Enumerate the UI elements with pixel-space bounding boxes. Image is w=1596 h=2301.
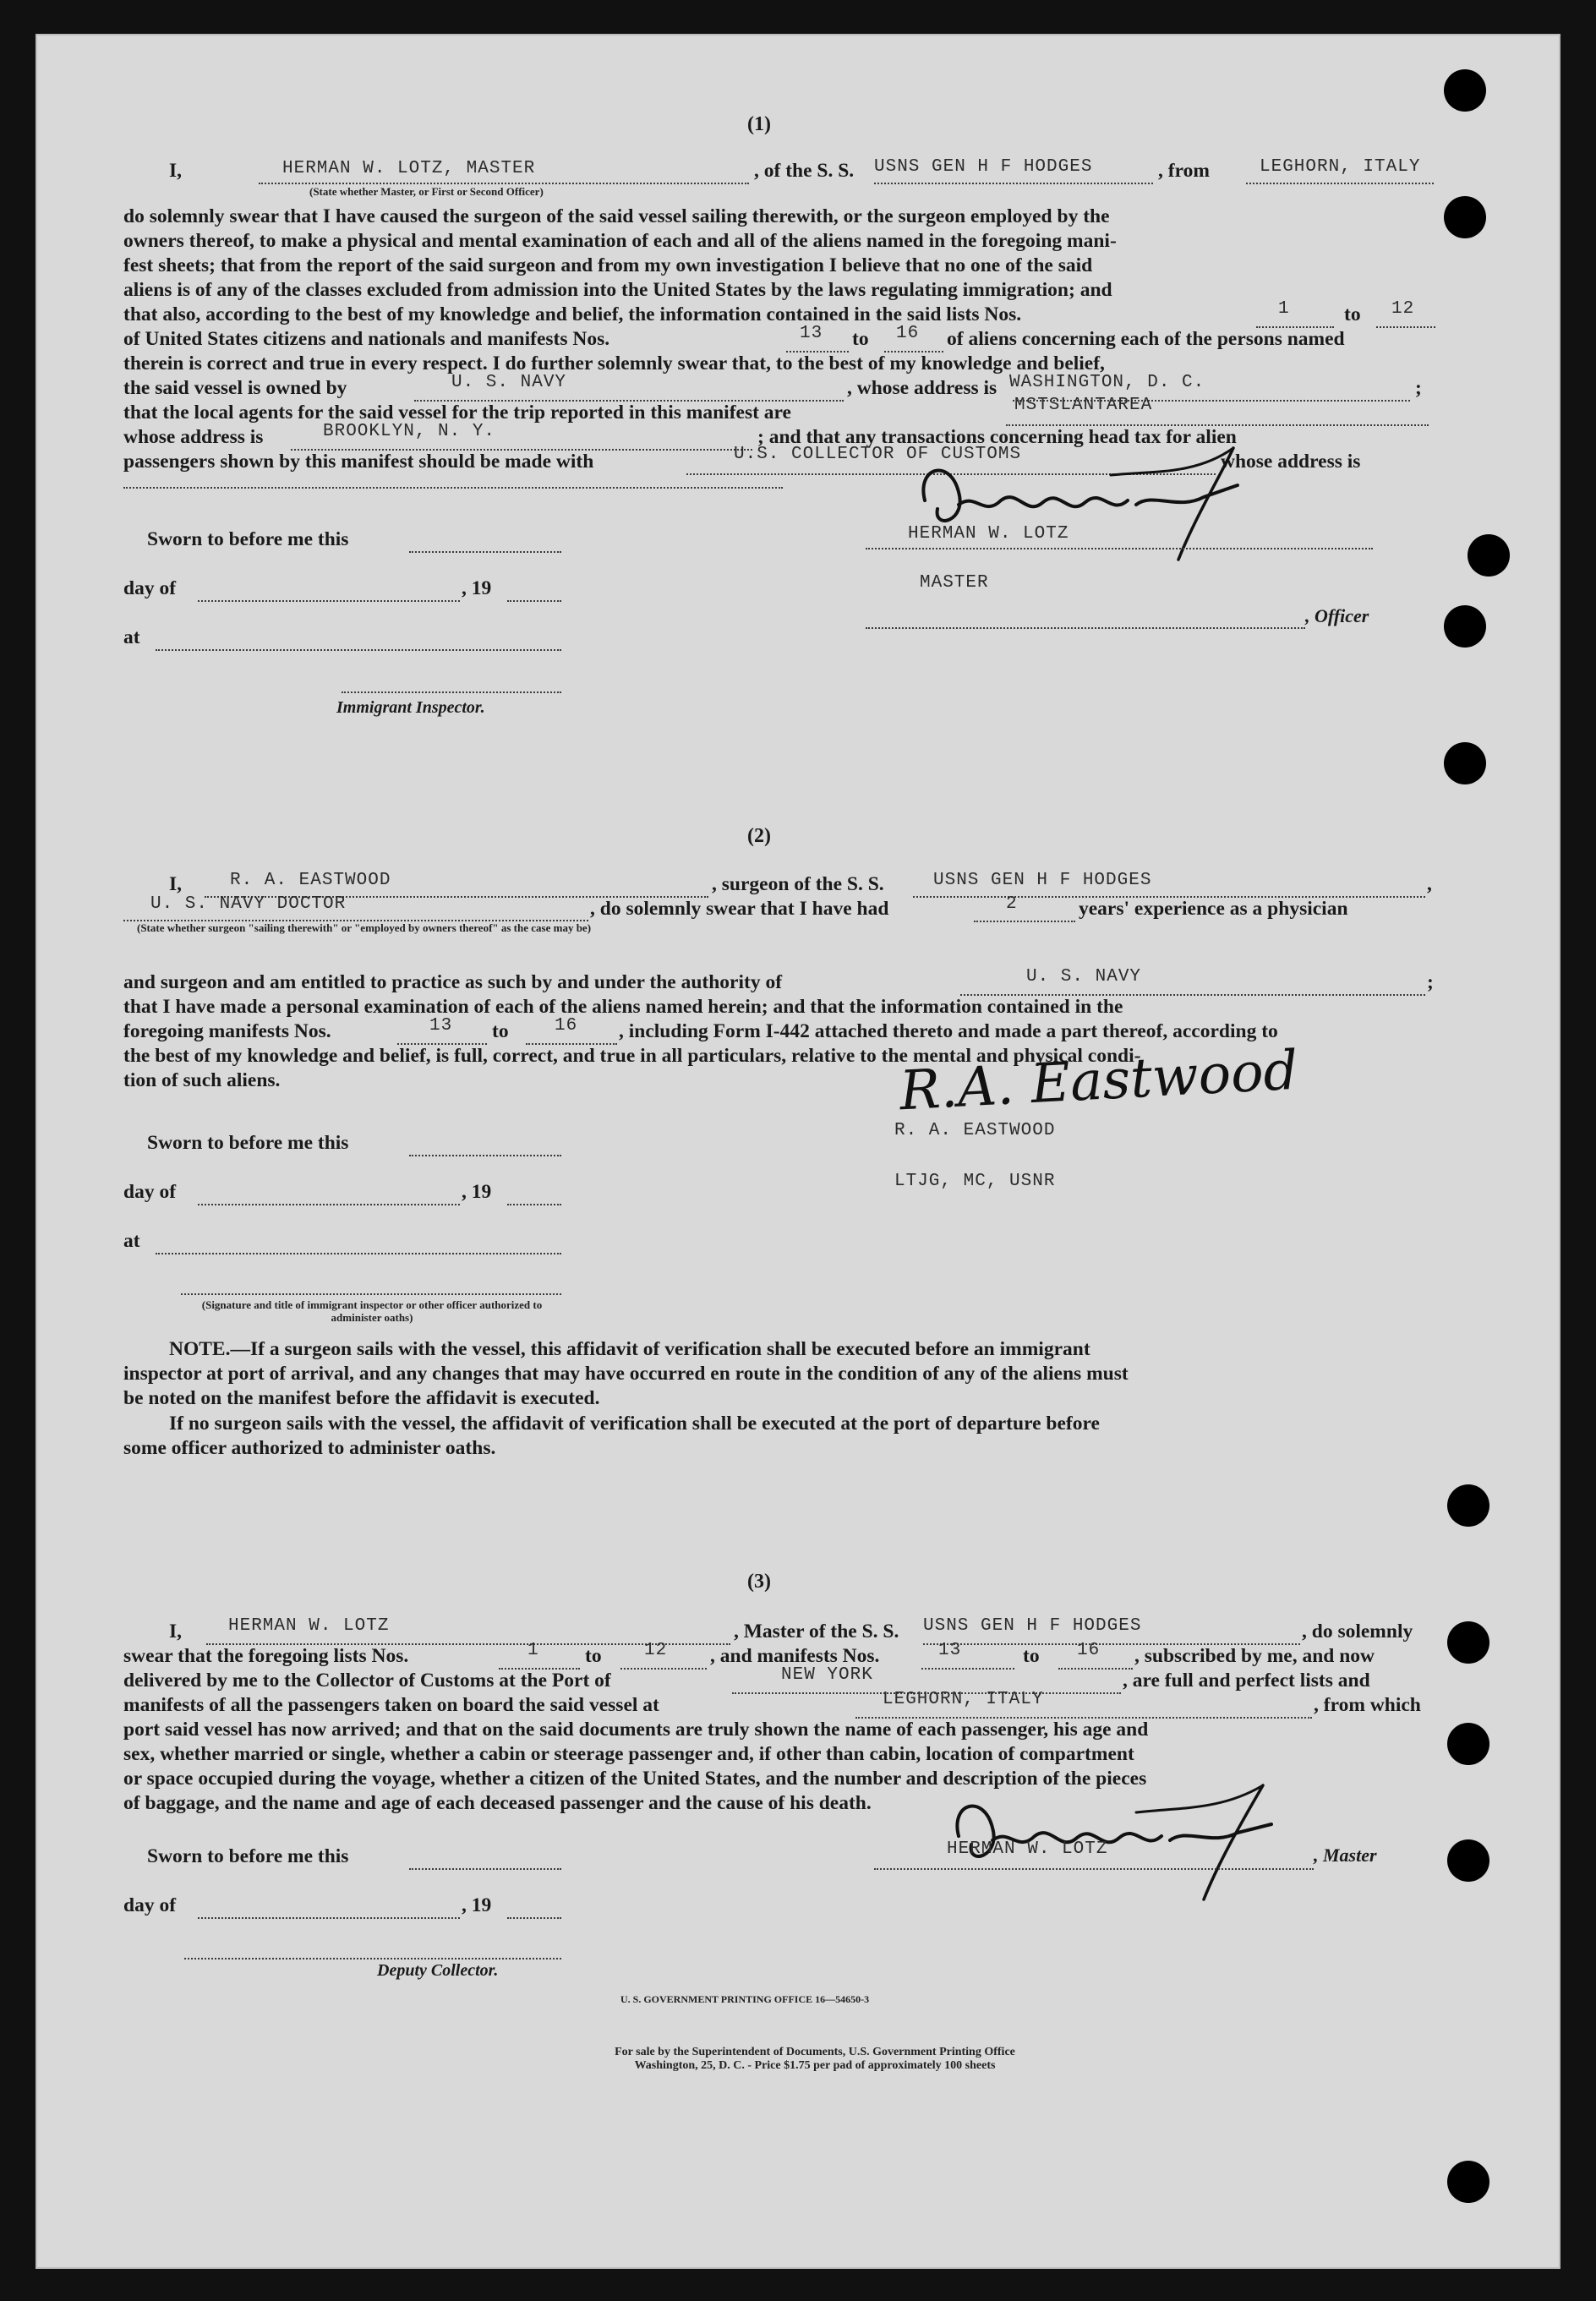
s2-state-note: (State whether surgeon "sailing therewith" or "employed by owners thereof" as the case may be) <box>137 921 592 934</box>
s2-line5a: foregoing manifests Nos. <box>123 1020 331 1042</box>
surgeon-name-field: R. A. EASTWOOD <box>230 871 391 890</box>
s2-sworn: Sworn to before me this <box>147 1132 349 1154</box>
s2-line4: that I have made a personal examination of each of the aliens named herein; and that the information contained in the <box>123 996 1123 1018</box>
man-from-field: 13 <box>800 324 823 343</box>
s3-master-label: , Master <box>1314 1845 1377 1866</box>
s2-to: to <box>492 1020 509 1042</box>
s1-nineteen: , 19 <box>462 577 492 599</box>
s1-at: at <box>123 626 140 648</box>
s1-title-line <box>866 605 1305 629</box>
s3-line1c: , do solemnly <box>1302 1621 1413 1642</box>
s2-year-line <box>507 1182 561 1205</box>
punch-hole-4 <box>1444 605 1486 648</box>
punch-hole-8 <box>1447 1723 1489 1765</box>
sale-line-2: Washington, 25, D. C. - Price $1.75 per pad of approximately 100 sheets <box>634 2059 996 2072</box>
s2-signer-typed: R. A. EASTWOOD <box>894 1121 1056 1140</box>
s2-line5b: , including Form I-442 attached thereto and made a part thereof, according to <box>619 1020 1278 1042</box>
s3-man-from-line <box>921 1646 1014 1670</box>
s1-inspector: Immigrant Inspector. <box>336 698 485 717</box>
s1-para-8b: , whose address is <box>847 377 998 399</box>
s3-i: I, <box>169 1621 183 1642</box>
s2-line2a: , do solemnly swear that I have had <box>590 898 889 920</box>
s2-surgeon-of: , surgeon of the S. S. <box>712 873 884 895</box>
s1-para-7: therein is correct and true in every respect. I do further solemnly swear that, to the best of my knowledge and belief, <box>123 353 1105 374</box>
s3-man-from-field: 13 <box>938 1641 962 1660</box>
owner-field: U. S. NAVY <box>451 373 567 392</box>
punch-hole-5 <box>1444 742 1486 784</box>
section-3-number: (3) <box>747 1571 771 1593</box>
s2-man-to-field: 16 <box>555 1016 578 1036</box>
s3-deputy: Deputy Collector. <box>377 1961 499 1980</box>
punch-hole-2 <box>1444 196 1486 238</box>
collector-field: U.S. COLLECTOR OF CUSTOMS <box>734 445 1022 464</box>
s3-sworn-line <box>409 1846 561 1870</box>
s2-comma: , <box>1427 873 1432 895</box>
s2-line3a: and surgeon and am entitled to practice as such by and under the authority of <box>123 971 783 993</box>
list-from-line <box>1256 304 1334 328</box>
s1-from: , from <box>1158 160 1210 182</box>
s1-sworn: Sworn to before me this <box>147 528 349 550</box>
s2-note-4: If no surgeon sails with the vessel, the affidavit of verification shall be executed at the port of departure before <box>169 1413 1100 1435</box>
surgeon-signature: R.A. Eastwood <box>898 1039 1300 1123</box>
section-2-number: (2) <box>747 825 771 847</box>
punch-hole-7 <box>1447 1621 1489 1664</box>
s1-para-5: that also, according to the best of my knowledge and belief, the information contained in the said lists Nos. <box>123 303 1022 325</box>
s1-para-11b: whose address is <box>1221 451 1361 473</box>
list-from-field: 1 <box>1278 299 1290 319</box>
s3-list-from-field: 1 <box>527 1641 539 1660</box>
s1-to-1: to <box>1344 303 1361 325</box>
s1-year-line <box>507 578 561 602</box>
s3-to-2: to <box>1023 1645 1040 1667</box>
years-field: 2 <box>1006 894 1018 914</box>
s2-at: at <box>123 1230 140 1252</box>
s1-at-line <box>156 627 561 651</box>
punch-hole-6 <box>1447 1484 1489 1527</box>
s1-day-of: day of <box>123 577 177 599</box>
s1-i: I, <box>169 160 183 182</box>
s3-day-of: day of <box>123 1894 177 1916</box>
s2-line2b: years' experience as a physician <box>1079 898 1348 920</box>
punch-hole-9 <box>1447 1839 1489 1882</box>
s1-officer: , Officer <box>1305 605 1369 626</box>
s1-para-1: do solemnly swear that I have caused the surgeon of the said vessel sailing therewith, or the surgeon employed by the <box>123 205 1110 227</box>
s1-para-10a: whose address is <box>123 426 264 448</box>
punch-hole-10 <box>1447 2161 1489 2203</box>
punch-hole-1 <box>1444 69 1486 112</box>
s1-inspector-line <box>342 670 561 693</box>
s3-line2b: , and manifests Nos. <box>710 1645 880 1667</box>
s3-line8: of baggage, and the name and age of each deceased passenger and the cause of his death. <box>123 1792 872 1814</box>
s2-rank: LTJG, MC, USNR <box>894 1172 1056 1191</box>
s2-line6: the best of my knowledge and belief, is full, correct, and true in all particulars, relative to the mental and physical condi- <box>123 1045 1141 1067</box>
s1-para-10b: ; and that any transactions concerning head tax for alien <box>757 426 1237 448</box>
s1-para-4: aliens is of any of the classes excluded from admission into the United States by the laws regulating immigration; and <box>123 279 1112 301</box>
s2-nineteen: , 19 <box>462 1181 492 1203</box>
s2-vessel-field: USNS GEN H F HODGES <box>933 871 1152 890</box>
s1-para-3: fest sheets; that from the report of the said surgeon and from my own investigation I believe that no one of the said <box>123 254 1093 276</box>
s2-sig-label: (Signature and title of immigrant inspector or other officer authorized to administer oaths) <box>201 1298 543 1324</box>
s3-line3a: delivered by me to the Collector of Customs at the Port of <box>123 1670 611 1692</box>
s3-line2c: , subscribed by me, and now <box>1134 1645 1375 1667</box>
s2-note-5: some officer authorized to administer oaths. <box>123 1437 496 1459</box>
authority-field: U. S. NAVY <box>1026 967 1142 987</box>
s2-note-3: be noted on the manifest before the affidavit is executed. <box>123 1387 600 1409</box>
vessel-field: USNS GEN H F HODGES <box>874 157 1093 177</box>
employ-field: U. S. NAVY DOCTOR <box>150 894 347 914</box>
s3-line4b: , from which <box>1314 1694 1421 1716</box>
s1-signer-typed: HERMAN W. LOTZ <box>908 524 1069 544</box>
s3-signer-typed: HERMAN W. LOTZ <box>947 1839 1108 1859</box>
master-name-field: HERMAN W. LOTZ, MASTER <box>282 159 536 178</box>
s3-vessel-field: USNS GEN H F HODGES <box>923 1616 1142 1636</box>
s3-line4a: manifests of all the passengers taken on board the said vessel at <box>123 1694 659 1716</box>
s3-year-line <box>507 1895 561 1919</box>
owner-address-field: WASHINGTON, D. C. <box>1009 373 1205 392</box>
s2-i: I, <box>169 873 183 895</box>
s3-line3b: , are full and perfect lists and <box>1123 1670 1370 1692</box>
collector-address-line <box>123 475 783 489</box>
s1-day-line <box>198 578 460 602</box>
s3-line1b: , Master of the S. S. <box>734 1621 899 1642</box>
s3-sworn: Sworn to before me this <box>147 1845 349 1867</box>
s3-embark-field: LEGHORN, ITALY <box>883 1690 1044 1709</box>
s3-master-field: HERMAN W. LOTZ <box>228 1616 390 1636</box>
s2-day-line <box>198 1182 460 1205</box>
s3-list-to-field: 12 <box>644 1641 668 1660</box>
s3-deputy-line <box>184 1936 561 1959</box>
s3-nineteen: , 19 <box>462 1894 492 1916</box>
s1-sworn-line <box>409 529 561 553</box>
s2-sworn-line <box>409 1133 561 1156</box>
s3-line7: or space occupied during the voyage, whether a citizen of the United States, and the number and description of the pieces <box>123 1768 1147 1790</box>
s3-day-line <box>198 1895 460 1919</box>
s2-day-of: day of <box>123 1181 177 1203</box>
s3-line2a: swear that the foregoing lists Nos. <box>123 1645 409 1667</box>
s1-title-typed: MASTER <box>920 573 989 593</box>
s1-semicolon: ; <box>1415 377 1422 399</box>
punch-hole-3 <box>1468 534 1510 577</box>
s3-line6: sex, whether married or single, whether a cabin or steerage passenger and, if other than cabin, location of compartment <box>123 1743 1134 1765</box>
gpo-code: U. S. GOVERNMENT PRINTING OFFICE 16—54650-3 <box>620 1993 870 2005</box>
s2-man-from-field: 13 <box>429 1016 453 1036</box>
s2-line7: tion of such aliens. <box>123 1069 281 1091</box>
s1-para-6a: of United States citizens and nationals and manifests Nos. <box>123 328 610 350</box>
agent-address-field: BROOKLYN, N. Y. <box>323 422 496 441</box>
s3-list-from-line <box>499 1646 580 1670</box>
man-to-field: 16 <box>896 324 920 343</box>
s1-para-8a: the said vessel is owned by <box>123 377 347 399</box>
s2-note-1: NOTE.—If a surgeon sails with the vessel, this affidavit of verification shall be executed before an immigrant <box>169 1338 1090 1360</box>
s3-line5: port said vessel has now arrived; and that on the said documents are truly shown the name of each passenger, his age and <box>123 1719 1149 1741</box>
s2-semicolon: ; <box>1427 971 1434 993</box>
s1-state-note: (State whether Master, or First or Second Officer) <box>309 185 544 198</box>
s3-to-1: to <box>585 1645 602 1667</box>
s2-note-2: inspector at port of arrival, and any changes that may have occurred en route in the condition of any of the aliens must <box>123 1363 1129 1385</box>
s1-para-9: that the local agents for the said vessel for the trip reported in this manifest are <box>123 402 791 424</box>
section-1-number: (1) <box>747 113 771 135</box>
years-line <box>974 899 1075 922</box>
sale-line-1: For sale by the Superintendent of Documents, U.S. Government Printing Office <box>615 2046 1015 2058</box>
s1-para-2: owners thereof, to make a physical and mental examination of each and all of the aliens named in the foregoing mani- <box>123 230 1117 252</box>
s1-signer-line <box>866 526 1373 549</box>
s1-para-11a: passengers shown by this manifest should be made with <box>123 451 594 473</box>
s2-at-line <box>156 1231 561 1254</box>
list-to-field: 12 <box>1391 299 1415 319</box>
s2-sig-line <box>181 1271 561 1295</box>
s1-para-6b: of aliens concerning each of the persons named <box>947 328 1345 350</box>
form-page <box>36 34 1560 2269</box>
agent-field: MSTSLANTAREA <box>1014 396 1153 415</box>
s3-man-to-field: 16 <box>1077 1641 1101 1660</box>
port-field: LEGHORN, ITALY <box>1260 157 1421 177</box>
s1-to-2: to <box>852 328 869 350</box>
s1-of-ss: , of the S. S. <box>754 160 855 182</box>
s3-port-field: NEW YORK <box>781 1665 873 1685</box>
